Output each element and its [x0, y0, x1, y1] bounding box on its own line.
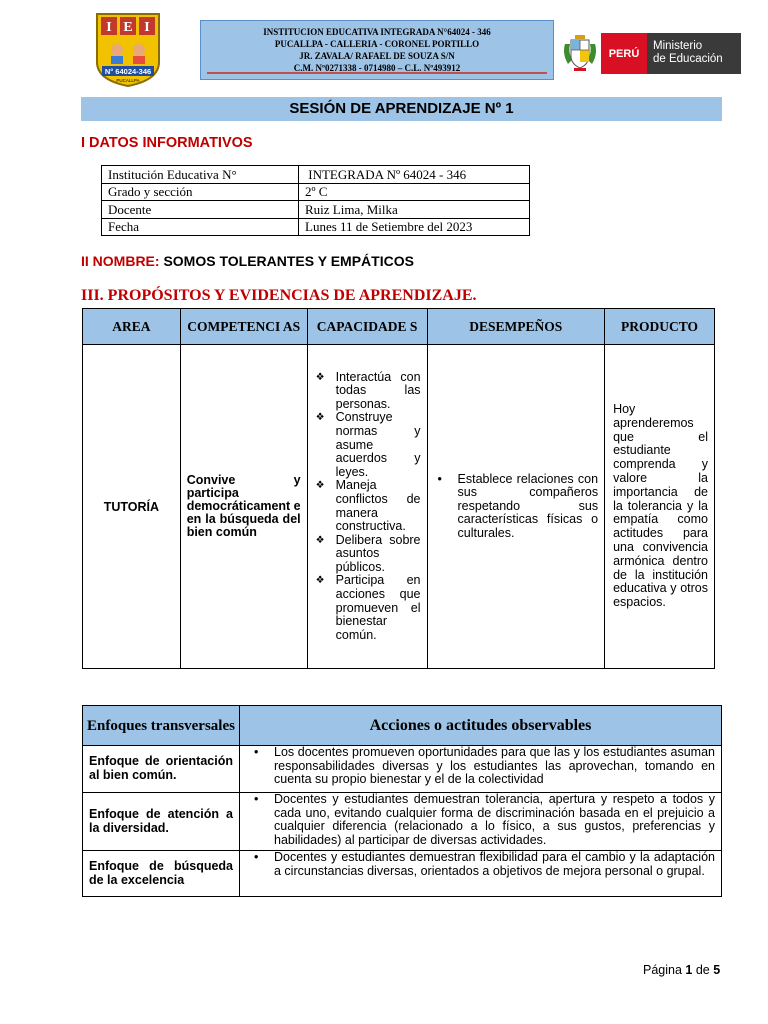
datos-informativos-table: [101, 165, 530, 236]
enfoque-action-cell: [240, 793, 722, 851]
nombre-label: II NOMBRE:: [81, 253, 160, 269]
desempenos-cell: [427, 345, 605, 669]
peru-coat-of-arms-icon: [562, 34, 598, 72]
list-item: • Los docentes promueven oportunidades para que las y los estudiantes asuman responsabilidades diversas y los estudiantes las aprovechan, tomando en cuenta su propio bienestar y el de la colectividad: [246, 746, 715, 787]
table-row: [102, 183, 530, 201]
enfoques-table: [82, 705, 722, 897]
session-name: SOMOS TOLERANTES Y EMPÁTICOS: [163, 253, 414, 269]
section-heading-datos: I DATOS INFORMATIVOS: [81, 135, 253, 151]
logo-city: PUCALLPA: [116, 78, 140, 83]
column-header: Acciones o actitudes observables: [240, 706, 722, 746]
logo-number: N° 64024-346: [104, 67, 152, 76]
desempenos-list: [434, 473, 599, 541]
competencia-cell: Convive y participa democráticament e en la búsqueda del bien común: [180, 345, 307, 669]
list-item: ❖ Construye normas y asume acuerdos y leyes.: [314, 411, 421, 479]
page-number: Página 1 de 5: [643, 963, 721, 977]
column-header: CAPACIDADE S: [307, 309, 427, 345]
column-header: AREA: [83, 309, 181, 345]
logo-letter: E: [123, 20, 133, 35]
datos-key: Fecha: [102, 218, 299, 236]
school-logo: [93, 10, 163, 88]
list-item: • Docentes y estudiantes demuestran flexibilidad para el cambio y la adaptación a circunstancias diversas, orientados a objetivos de mejora personal o grupal.: [246, 851, 715, 878]
column-header: PRODUCTO: [605, 309, 715, 345]
ministry-logo: [601, 33, 741, 74]
table-header-row: [83, 706, 722, 746]
column-header: Enfoques transversales: [83, 706, 240, 746]
list-item: ❖ Maneja conflictos de manera constructiva.: [314, 479, 421, 533]
datos-key: Grado y sección: [102, 183, 299, 201]
table-row: [83, 851, 722, 897]
logo-letter: I: [144, 20, 150, 35]
institution-divider: [207, 72, 547, 74]
table-row: [83, 345, 715, 669]
page-title: SESIÓN DE APRENDIZAJE Nº 1: [81, 97, 722, 121]
list-item: ❖ Delibera sobre asuntos públicos.: [314, 534, 421, 575]
list-item: ❖ Interactúa con todas las personas.: [314, 371, 421, 412]
datos-value: Ruiz Lima, Milka: [299, 201, 530, 219]
list-item: • Establece relaciones con sus compañeros respetando sus características físicas o culturales.: [434, 473, 599, 541]
institution-box: [200, 20, 554, 80]
column-header: COMPETENCI AS: [180, 309, 307, 345]
capacidades-list: [314, 371, 421, 643]
datos-value: 2º C: [299, 183, 530, 201]
producto-cell: Hoy aprenderemos que el estudiante comprenda y valore la importancia de la tolerancia y la empatía como actitudes para una convivencia armónica dentro de la institución educativa y otros espacios.: [605, 345, 715, 669]
institution-line: INSTITUCION EDUCATIVA INTEGRADA N°64024 - 346: [263, 27, 491, 37]
enfoque-name: Enfoque de atención a la diversidad.: [83, 793, 240, 851]
section-heading-nombre: [81, 253, 414, 269]
ministry-name: Ministerio de Educación: [647, 33, 741, 74]
datos-key: Institución Educativa N°: [102, 166, 299, 184]
propositos-table: [82, 308, 715, 669]
enfoque-action-cell: [240, 851, 722, 897]
section-heading-propositos: III. PROPÓSITOS Y EVIDENCIAS DE APRENDIZAJE.: [81, 287, 477, 304]
table-row: [102, 201, 530, 219]
enfoque-name: Enfoque de orientación al bien común.: [83, 746, 240, 793]
capacidades-cell: [307, 345, 427, 669]
table-row: [102, 218, 530, 236]
datos-value: Lunes 11 de Setiembre del 2023: [299, 218, 530, 236]
list-item: • Docentes y estudiantes demuestran tolerancia, apertura y respeto a todos y cada uno, evitando cualquier forma de discriminación basada en el prejuicio a cualquier diferencia (relacionado a lo físico, a sus gustos, preferencias y habilidades) al participar de diversas actividades.: [246, 793, 715, 847]
table-row: [83, 746, 722, 793]
enfoque-name: Enfoque de búsqueda de la excelencia: [83, 851, 240, 897]
institution-line: PUCALLPA - CALLERIA - CORONEL PORTILLO: [274, 39, 480, 49]
table-row: [102, 166, 530, 184]
column-header: DESEMPEÑOS: [427, 309, 605, 345]
peru-label: PERÚ: [601, 33, 647, 74]
datos-key: Docente: [102, 201, 299, 219]
table-header-row: [83, 309, 715, 345]
area-cell: TUTORÍA: [83, 345, 181, 669]
enfoque-action-cell: [240, 746, 722, 793]
institution-line: JR. ZAVALA/ RAFAEL DE SOUZA S/N: [299, 51, 455, 61]
list-item: ❖ Participa en acciones que promueven el bienestar común.: [314, 574, 421, 642]
logo-letter: I: [106, 20, 112, 35]
institution-line: C.M. Nº0271338 - 0714980 – C.L. Nº493912: [293, 63, 461, 73]
datos-value: INTEGRADA Nº 64024 - 346: [299, 166, 530, 184]
table-row: [83, 793, 722, 851]
